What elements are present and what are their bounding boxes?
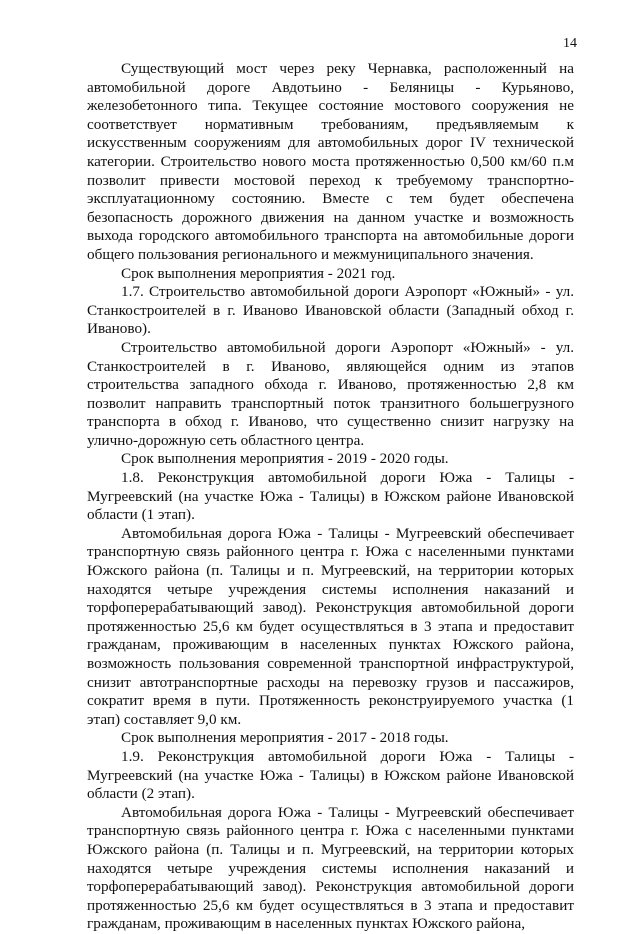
paragraph-item-1-7-heading: 1.7. Строительство автомобильной дороги Аэропорт «Южный» - ул. Станкостроителей в г. Иваново Ивановской области (Западный обход г. Иваново). [87, 283, 574, 338]
paragraph-item-1-8-heading: 1.8. Реконструкция автомобильной дороги Южа - Талицы - Мугреевский (на участке Южа - Талицы) в Южском районе Ивановской области (1 этап). [87, 469, 574, 524]
document-body [87, 60, 574, 934]
page-number: 14 [563, 36, 577, 51]
paragraph-deadline-2019-2020: Срок выполнения мероприятия - 2019 - 2020 годы. [121, 450, 449, 468]
paragraph-item-1-8-description: Автомобильная дорога Южа - Талицы - Мугреевский обеспечивает транспортную связь районного центра г. Южа с населенными пунктами Южского района (п. Талицы и п. Мугреевский, на территории которых находятся четыре учреждения системы исполнения наказаний и торфоперерабатывающий завод). Реконструкция автомобильной дороги протяженностью 25,6 км будет осуществляться в 3 этапа и предоставит гражданам, проживающим в населенных пунктах Южского района, возможность пользования современной транспортной инфраструктурой, снизит автотранспортные расходы на перевозку грузов и пассажиров, сократит время в пути. Протяженность реконструируемого участка (1 этап) составляет 9,0 км. [87, 524, 574, 728]
paragraph-deadline-2021: Срок выполнения мероприятия - 2021 год. [121, 264, 396, 282]
paragraph-item-1-9-heading: 1.9. Реконструкция автомобильной дороги Южа - Талицы - Мугреевский (на участке Южа - Талицы) в Южском районе Ивановской области (2 этап). [87, 747, 574, 803]
paragraph-bridge-description: Существующий мост через реку Чернавка, расположенный на автомобильной дороге Авдотьино - Беляницы - Курьяново, железобетонного типа. Текущее состояние мостового сооружения не соответствует нормативным требованиям, предъявляемым к искусственным сооружениям для автомобильных дорог IV технической категории. Строительство нового моста протяженностью 0,500 км/60 п.м позволит привести мостовой переход к требуемому транспортно-эксплуатационному состоянию. Вместе с тем будет обеспечена безопасность дорожного движения на данном участке и возможность выхода городского автомобильного транспорта на автомобильные дороги общего пользования регионального и межмуниципального значения. [87, 60, 574, 263]
paragraph-item-1-9-description: Автомобильная дорога Южа - Талицы - Мугреевский обеспечивает транспортную связь районного центра г. Южа с населенными пунктами Южского района (п. Талицы и п. Мугреевский, на территории которых находятся четыре учреждения системы исполнения наказаний и торфоперерабатывающий завод). Реконструкция автомобильной дороги протяженностью 25,6 км будет осуществляться в 3 этапа и предоставит гражданам, проживающим в населенных пунктах Южского района, [87, 803, 574, 933]
paragraph-deadline-2017-2018: Срок выполнения мероприятия - 2017 - 2018 годы. [121, 729, 449, 747]
paragraph-item-1-7-description: Строительство автомобильной дороги Аэропорт «Южный» - ул. Станкостроителей в г. Иваново, являющейся одним из этапов строительства западного обхода г. Иваново, протяженностью 2,8 км позволит направить транспортный поток транзитного большегрузного транспорта в обход г. Иваново, что существенно снизит нагрузку на улично-дорожную сеть областного центра. [87, 338, 574, 449]
